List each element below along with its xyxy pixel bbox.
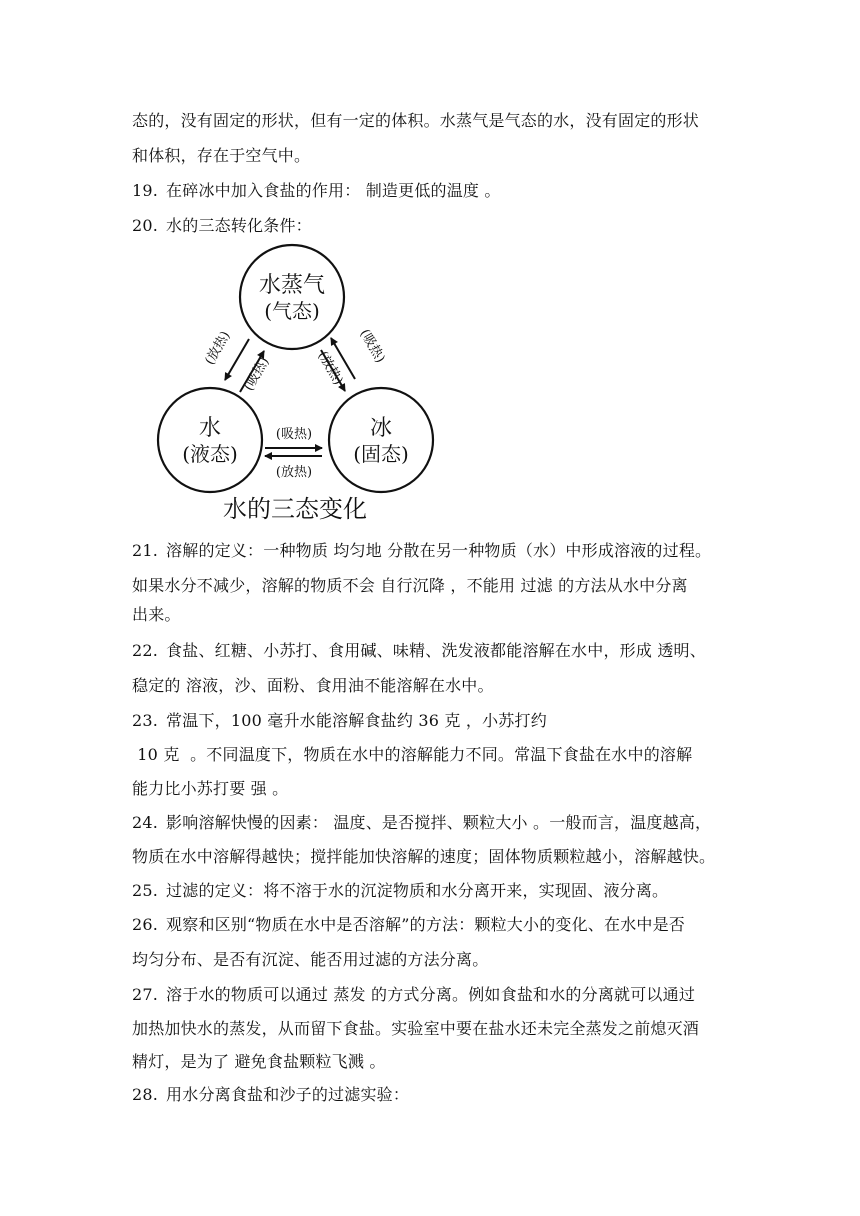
item-23-line-3: 能力比小苏打要 强 。 <box>132 779 289 798</box>
item-number: 26. <box>132 915 159 934</box>
water-three-states-diagram <box>155 242 445 527</box>
item-26-line-2: 均匀分布、是否有沉淀、能否用过滤的方法分离。 <box>132 950 489 969</box>
liquid-state: (液态) <box>182 442 238 466</box>
item-20 <box>132 216 732 236</box>
arrow-vapor-to-liquid <box>225 339 249 380</box>
item-23-line-2: 10 克 。不同温度下，物质在水中的溶解能力不同。常温下食盐在水中的溶解 <box>132 745 693 764</box>
item-text-line-1: 常温下，100 毫升水能溶解食盐约 36 克 ，小苏打约 <box>166 711 547 730</box>
item-27-line-2: 加热加快水的蒸发，从而留下食盐。实验室中要在盐水还未完全蒸发之前熄灭酒 <box>132 1019 700 1038</box>
item-number: 25. <box>132 881 159 900</box>
intro-line-1: 态的，没有固定的形状，但有一定的体积。水蒸气是气态的水，没有固定的形状 <box>132 111 700 130</box>
item-21-line-3: 出来。 <box>132 605 181 624</box>
ice-name: 冰 <box>369 416 393 441</box>
item-text: 水的三态转化条件： <box>166 216 312 235</box>
item-24-line-2: 物质在水中溶解得越快；搅拌能加快溶解的速度；固体物质颗粒越小，溶解越快。 <box>132 847 716 866</box>
item-text-line-1: 食盐、红糖、小苏打、食用碱、味精、洗发液都能溶解在水中，形成 透明、 <box>166 641 706 660</box>
item-26 <box>132 915 732 935</box>
item-text: 在碎冰中加入食盐的作用： 制造更低的温度 。 <box>166 181 501 200</box>
vapor-name: 水蒸气 <box>258 273 326 298</box>
item-22-line-2: 稳定的 溶液，沙、面粉、食用油不能溶解在水中。 <box>132 676 494 695</box>
item-text: 用水分离食盐和沙子的过滤实验： <box>166 1085 410 1104</box>
item-text-line-1: 观察和区别“物质在水中是否溶解”的方法：颗粒大小的变化、在水中是否 <box>166 915 686 934</box>
item-number: 21. <box>132 541 159 560</box>
item-21-line-2: 如果水分不减少，溶解的物质不会 自行沉降 ，不能用 过滤 的方法从水中分离 <box>132 576 688 595</box>
item-number: 22. <box>132 641 159 660</box>
item-27-line-3: 精灯，是为了 避免食盐颗粒飞溅 。 <box>132 1052 386 1071</box>
label-bottom-top: (吸热) <box>275 427 313 442</box>
item-23 <box>132 711 732 731</box>
item-text-line-1: 影响溶解快慢的因素： 温度、是否搅拌、颗粒大小 。一般而言，温度越高， <box>166 813 712 832</box>
item-24 <box>132 813 732 833</box>
item-text: 过滤的定义：将不溶于水的沉淀物质和水分离开来，实现固、液分离。 <box>166 881 669 900</box>
diagram-caption: 水的三态变化 <box>223 495 367 523</box>
label-right-outer: (吸热) <box>356 326 388 366</box>
vapor-state: (气态) <box>264 299 320 323</box>
item-number: 24. <box>132 813 159 832</box>
item-19 <box>132 181 732 201</box>
ice-state: (固态) <box>353 442 409 466</box>
label-right-inner: (放热) <box>314 348 346 388</box>
item-number: 23. <box>132 711 159 730</box>
liquid-name: 水 <box>198 416 222 441</box>
item-number: 28. <box>132 1085 159 1104</box>
label-left-inner: (吸热) <box>241 354 273 394</box>
intro-line-2: 和体积，存在于空气中。 <box>132 146 311 165</box>
item-21 <box>132 541 732 561</box>
item-27 <box>132 985 732 1005</box>
item-22 <box>132 641 732 661</box>
label-left-outer: (放热) <box>202 328 234 368</box>
item-text-line-1: 溶于水的物质可以通过 蒸发 的方式分离。例如食盐和水的分离就可以通过 <box>166 985 696 1004</box>
item-text-line-1: 溶解的定义：一种物质 均匀地 分散在另一种物质（水）中形成溶液的过程。 <box>166 541 712 560</box>
item-number: 20. <box>132 216 159 235</box>
item-number: 19. <box>132 181 159 200</box>
label-bottom-bottom: (放热) <box>275 465 313 480</box>
item-28 <box>132 1085 732 1105</box>
item-number: 27. <box>132 985 159 1004</box>
item-25 <box>132 881 732 901</box>
